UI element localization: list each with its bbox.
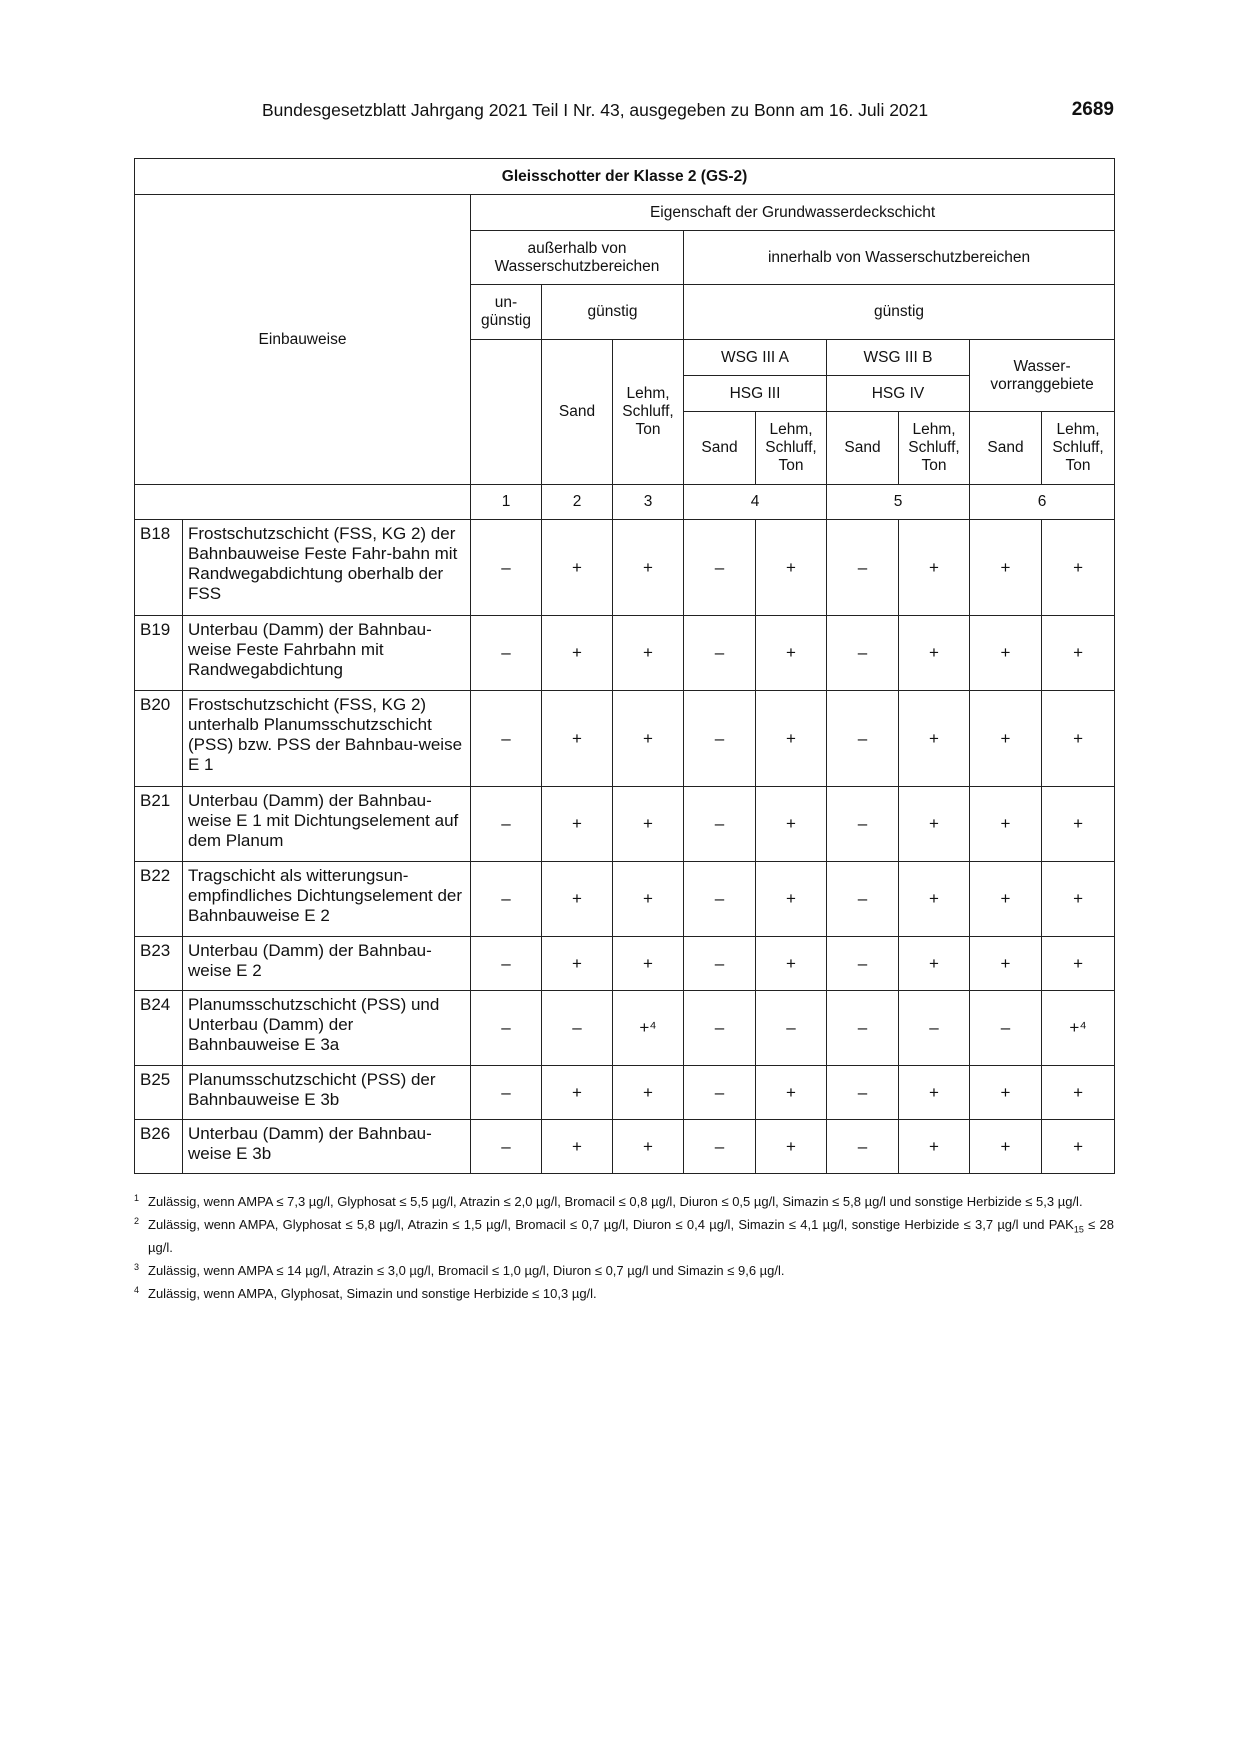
row-value: +	[970, 862, 1042, 937]
row-value: –	[684, 1066, 756, 1120]
stub-header: Einbauweise	[135, 195, 471, 485]
row-value: –	[827, 691, 899, 787]
row-code: B21	[135, 787, 183, 862]
row-value: –	[471, 1120, 542, 1174]
row-value: –	[827, 520, 899, 616]
row-value: –	[471, 937, 542, 991]
favorable-inside-header: günstig	[684, 285, 1115, 340]
row-value: +	[899, 1120, 970, 1174]
table-row	[135, 1120, 1115, 1174]
row-value: +	[970, 691, 1042, 787]
footnote-number: 3	[134, 1261, 140, 1272]
footnote-number: 2	[134, 1216, 140, 1226]
row-value: +	[1042, 1066, 1115, 1120]
footnote	[134, 1262, 1114, 1279]
row-value: –	[756, 991, 827, 1066]
row-value: –	[827, 991, 899, 1066]
row-value: +	[756, 1120, 827, 1174]
footnote-text: Zulässig, wenn AMPA, Glyphosat ≤ 5,8 µg/l, Atrazin ≤ 1,5 µg/l, Bromacil ≤ 0,7 µg/l, Diuron ≤ 0,4 µg/l, Simazin ≤ 4,1 µg/l, sonstige Herbizide ≤ 3,7 µg/l und PAK	[148, 1217, 1074, 1232]
classification-table	[134, 158, 1115, 1174]
row-value: +	[613, 520, 684, 616]
row-value: +	[1042, 1120, 1115, 1174]
row-value: –	[542, 991, 613, 1066]
row-value: –	[471, 616, 542, 691]
row-code: B26	[135, 1120, 183, 1174]
row-value: +	[756, 616, 827, 691]
lehm-header: Lehm, Schluff, Ton	[899, 412, 970, 485]
row-value: +	[613, 1066, 684, 1120]
column-number: 6	[970, 485, 1115, 520]
running-title: Bundesgesetzblatt Jahrgang 2021 Teil I Nr. 43, ausgegeben zu Bonn am 16. Juli 2021	[262, 100, 929, 120]
row-value: –	[684, 937, 756, 991]
lehm-header: Lehm, Schluff, Ton	[613, 340, 684, 485]
row-value: +	[613, 691, 684, 787]
column-number: 5	[827, 485, 970, 520]
row-value: +	[613, 616, 684, 691]
row-value: –	[471, 862, 542, 937]
sand-header: Sand	[970, 412, 1042, 485]
row-value: –	[684, 1120, 756, 1174]
row-value: –	[684, 691, 756, 787]
sand-header: Sand	[542, 340, 613, 485]
row-value: +	[1042, 862, 1115, 937]
row-value: –	[471, 787, 542, 862]
footnote-number: 1	[134, 1193, 140, 1203]
footnote	[134, 1285, 1114, 1302]
row-value: –	[827, 937, 899, 991]
water-priority-header: Wasser- vorranggebiete	[970, 340, 1115, 412]
row-value: +	[542, 937, 613, 991]
row-description: Frostschutzschicht (FSS, KG 2) der Bahnbauweise Feste Fahr-bahn mit Randwegabdichtung oberhalb der FSS	[183, 520, 471, 616]
row-value: +	[970, 616, 1042, 691]
table-title: Gleisschotter der Klasse 2 (GS-2)	[135, 159, 1115, 195]
row-code: B18	[135, 520, 183, 616]
row-description: Tragschicht als witterungsun-empfindliches Dichtungselement der Bahnbauweise E 2	[183, 862, 471, 937]
table-row	[135, 862, 1115, 937]
table-row	[135, 616, 1115, 691]
row-value: +	[970, 937, 1042, 991]
row-value: +	[899, 787, 970, 862]
row-value: +	[542, 1120, 613, 1174]
wsg-3b-header: WSG III B	[827, 340, 970, 376]
table-row	[135, 691, 1115, 787]
row-value: +	[899, 862, 970, 937]
row-value: +	[899, 1066, 970, 1120]
outside-protection-header: außerhalb von Wasserschutzbereichen	[471, 231, 684, 285]
row-value: +	[970, 520, 1042, 616]
row-value: +	[1042, 616, 1115, 691]
row-value: –	[970, 991, 1042, 1066]
row-description: Unterbau (Damm) der Bahnbau-weise E 1 mit Dichtungselement auf dem Planum	[183, 787, 471, 862]
row-value: +	[613, 787, 684, 862]
table-row	[135, 991, 1115, 1066]
page-header	[134, 100, 1114, 126]
row-description: Unterbau (Damm) der Bahnbau-weise E 2	[183, 937, 471, 991]
row-value: –	[684, 862, 756, 937]
footnote-number: 4	[134, 1284, 140, 1295]
row-value: –	[827, 1066, 899, 1120]
row-value: +⁴	[1042, 991, 1115, 1066]
row-value: +	[970, 787, 1042, 862]
row-value: +	[1042, 937, 1115, 991]
row-value: +	[613, 862, 684, 937]
sand-header: Sand	[827, 412, 899, 485]
row-value: –	[899, 991, 970, 1066]
column-number: 2	[542, 485, 613, 520]
favorable-outside-header: günstig	[542, 285, 684, 340]
row-value: +	[756, 691, 827, 787]
row-value: +	[542, 862, 613, 937]
row-code: B25	[135, 1066, 183, 1120]
row-value: +	[542, 691, 613, 787]
footnote-text: ≤ 28 µg/l.	[148, 1217, 1114, 1255]
empty-header-cell	[471, 340, 542, 485]
row-value: +	[899, 616, 970, 691]
column-number: 4	[684, 485, 827, 520]
row-value: +	[542, 1066, 613, 1120]
footnote-subscript: 15	[1073, 1224, 1084, 1235]
page-number: 2689	[1071, 99, 1114, 120]
row-value: –	[684, 520, 756, 616]
footnotes	[134, 1193, 1114, 1308]
row-description: Unterbau (Damm) der Bahnbau-weise Feste Fahrbahn mit Randwegabdichtung	[183, 616, 471, 691]
row-value: –	[684, 991, 756, 1066]
row-value: –	[471, 691, 542, 787]
row-value: +	[756, 937, 827, 991]
row-value: +	[756, 1066, 827, 1120]
row-value: +	[899, 520, 970, 616]
table-row	[135, 520, 1115, 616]
row-value: –	[471, 520, 542, 616]
row-value: –	[684, 616, 756, 691]
row-value: +	[1042, 787, 1115, 862]
wsg-3a-header: WSG III A	[684, 340, 827, 376]
row-code: B19	[135, 616, 183, 691]
footnote	[134, 1216, 1114, 1256]
row-value: +	[542, 520, 613, 616]
table-row	[135, 787, 1115, 862]
table-body	[135, 520, 1115, 1174]
row-code: B22	[135, 862, 183, 937]
row-value: –	[827, 616, 899, 691]
row-description: Planumsschutzschicht (PSS) der Bahnbauweise E 3b	[183, 1066, 471, 1120]
table-row	[135, 1066, 1115, 1120]
table-row	[135, 937, 1115, 991]
row-value: –	[827, 1120, 899, 1174]
row-value: –	[684, 787, 756, 862]
row-value: –	[471, 991, 542, 1066]
hsg-3-header: HSG III	[684, 376, 827, 412]
property-header: Eigenschaft der Grundwasserdeckschicht	[471, 195, 1115, 231]
row-value: +	[542, 616, 613, 691]
unfavorable-header: un- günstig	[471, 285, 542, 340]
sand-header: Sand	[684, 412, 756, 485]
row-value: +	[613, 937, 684, 991]
row-value: +	[756, 862, 827, 937]
row-value: +	[542, 787, 613, 862]
row-code: B20	[135, 691, 183, 787]
row-value: –	[827, 787, 899, 862]
row-value: +	[899, 937, 970, 991]
row-code: B24	[135, 991, 183, 1066]
row-value: +	[613, 1120, 684, 1174]
row-description: Unterbau (Damm) der Bahnbau-weise E 3b	[183, 1120, 471, 1174]
row-value: +	[1042, 691, 1115, 787]
footnote-text: Zulässig, wenn AMPA ≤ 14 µg/l, Atrazin ≤ 3,0 µg/l, Bromacil ≤ 1,0 µg/l, Diuron ≤ 0,7 µg/l und Simazin ≤ 9,6 µg/l.	[148, 1262, 785, 1278]
lehm-header: Lehm, Schluff, Ton	[1042, 412, 1115, 485]
row-code: B23	[135, 937, 183, 991]
row-value: +⁴	[613, 991, 684, 1066]
row-value: +	[970, 1066, 1042, 1120]
row-value: +	[970, 1120, 1042, 1174]
inside-protection-header: innerhalb von Wasserschutzbereichen	[684, 231, 1115, 285]
row-value: +	[1042, 520, 1115, 616]
empty-number-stub	[135, 485, 471, 520]
row-value: –	[827, 862, 899, 937]
row-value: +	[756, 787, 827, 862]
row-description: Planumsschutzschicht (PSS) und Unterbau (Damm) der Bahnbauweise E 3a	[183, 991, 471, 1066]
row-value: –	[471, 1066, 542, 1120]
footnote	[134, 1193, 1114, 1210]
column-number: 3	[613, 485, 684, 520]
lehm-header: Lehm, Schluff, Ton	[756, 412, 827, 485]
hsg-4-header: HSG IV	[827, 376, 970, 412]
footnote-text: Zulässig, wenn AMPA ≤ 7,3 µg/l, Glyphosat ≤ 5,5 µg/l, Atrazin ≤ 2,0 µg/l, Bromacil ≤ 0,8 µg/l, Diuron ≤ 0,5 µg/l, Simazin ≤ 5,8 µg/l und sonstige Herbizide ≤ 5,3 µg/l.	[148, 1194, 1083, 1209]
column-number: 1	[471, 485, 542, 520]
footnote-text: Zulässig, wenn AMPA, Glyphosat, Simazin und sonstige Herbizide ≤ 10,3 µg/l.	[148, 1285, 597, 1301]
row-value: +	[899, 691, 970, 787]
row-value: +	[756, 520, 827, 616]
row-description: Frostschutzschicht (FSS, KG 2) unterhalb Planumsschutzschicht (PSS) bzw. PSS der Bahnbau-weise E 1	[183, 691, 471, 787]
